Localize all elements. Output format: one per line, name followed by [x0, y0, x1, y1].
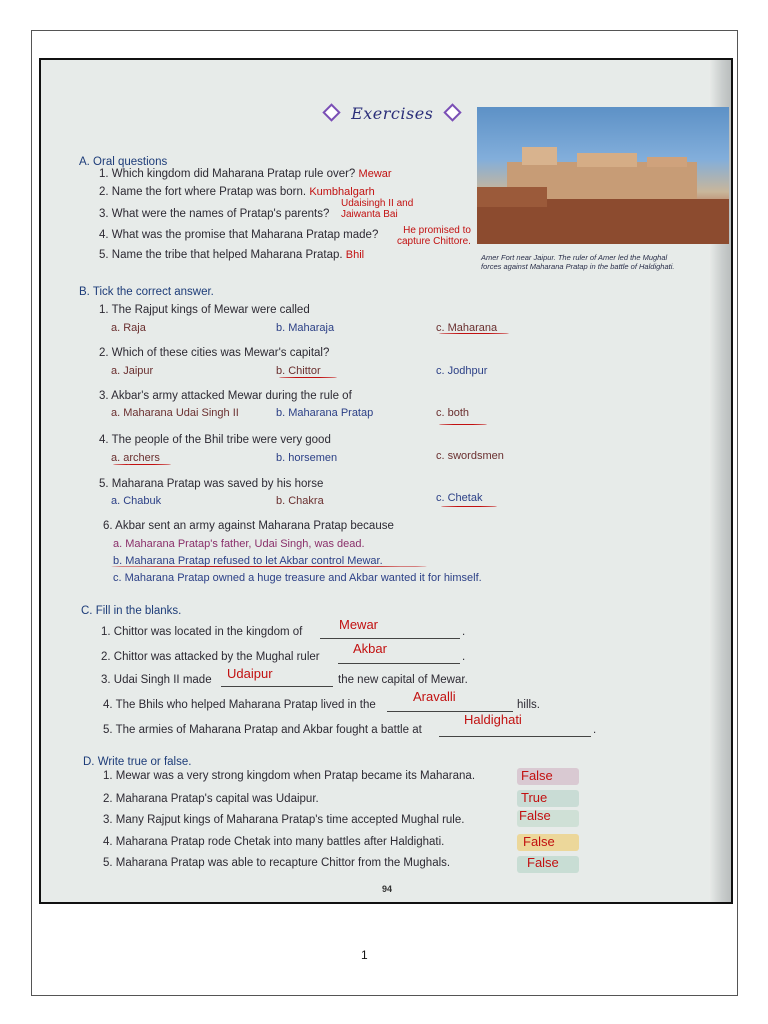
q4-option-a: a. archers [111, 452, 160, 464]
tf-answer-1: False [521, 768, 553, 783]
fill-post-5: . [593, 724, 597, 736]
answer-promise: He promised to capture Chittore. [397, 225, 471, 247]
fort-drawing [477, 107, 729, 244]
fill-post-1: . [462, 626, 466, 638]
tick-question-5: 5. Maharana Pratap was saved by his horse [99, 478, 324, 490]
fort-caption: Amer Fort near Jaipur. The ruler of Amer led the Mughal forces against Maharana Pratap in the battle of Haldighati. [481, 253, 675, 271]
tick-question-4: 4. The people of the Bhil tribe were very good [99, 434, 331, 446]
answer-mewar: Mewar [358, 168, 392, 180]
section-a-heading: A. Oral questions [79, 156, 168, 168]
answer-underline [279, 377, 337, 378]
oral-question-2: 2. Name the fort where Pratap was born. Kumbhalgarh [99, 186, 375, 198]
q5-option-c: c. Chetak [436, 492, 483, 504]
q1-option-b: b. Maharaja [276, 322, 335, 334]
fill-answer-5: Haldighati [464, 712, 522, 727]
q2-option-a: a. Jaipur [111, 365, 154, 377]
fill-question-1: 1. Chittor was located in the kingdom of [101, 626, 303, 638]
tf-question-2: 2. Maharana Pratap's capital was Udaipur. [103, 793, 319, 805]
q3-option-c: c. both [436, 407, 470, 419]
tf-answer-5: False [527, 855, 559, 870]
tf-answer-2: True [521, 790, 548, 805]
answer-underline [439, 424, 487, 425]
fill-answer-1: Mewar [339, 617, 379, 632]
tick-question-1: 1. The Rajput kings of Mewar were called [99, 304, 310, 316]
fill-blank-1 [320, 638, 460, 639]
tick-question-6: 6. Akbar sent an army against Maharana Pratap because [103, 520, 394, 532]
fill-question-5: 5. The armies of Maharana Pratap and Akbar fought a battle at [103, 724, 422, 736]
book-page-number: 94 [382, 884, 393, 894]
oral-question-1: 1. Which kingdom did Maharana Pratap rule over? Mewar [99, 168, 392, 180]
tf-question-3: 3. Many Rajput kings of Maharana Pratap's time accepted Mughal rule. [103, 814, 465, 826]
fill-question-4: 4. The Bhils who helped Maharana Pratap lived in the [103, 699, 376, 711]
q6-option-b: b. Maharana Pratap refused to let Akbar control Mewar. [113, 555, 383, 567]
answer-bhil: Bhil [345, 249, 365, 261]
answer-underline [113, 464, 171, 465]
oral-question-4: 4. What was the promise that Maharana Pratap made? [99, 229, 379, 241]
q6-option-a: a. Maharana Pratap's father, Udai Singh, was dead. [113, 538, 365, 550]
section-d-heading: D. Write true or false. [83, 756, 192, 768]
oral-question-5: 5. Name the tribe that helped Maharana Pratap. Bhil [99, 249, 365, 261]
oral-question-3: 3. What were the names of Pratap's parents? [99, 208, 330, 220]
answer-kumbhalgarh: Kumbhalgarh [309, 186, 375, 198]
q2-option-c: c. Jodhpur [436, 365, 488, 377]
q4-option-c: c. swordsmen [436, 450, 504, 462]
q1-option-c: c. Maharana [436, 322, 498, 334]
q4-option-b: b. horsemen [276, 452, 338, 464]
section-c-heading: C. Fill in the blanks. [81, 605, 182, 617]
fill-answer-2: Akbar [353, 641, 387, 656]
fill-answer-4: Aravalli [413, 689, 456, 704]
tf-answer-4: False [523, 834, 555, 849]
fill-question-2: 2. Chittor was attacked by the Mughal ruler [101, 651, 320, 663]
amer-fort-image [477, 107, 729, 244]
diamond-icon [322, 103, 340, 121]
diamond-icon [444, 103, 462, 121]
textbook-photo [39, 58, 733, 904]
answer-parents: Udaisingh II and Jaiwanta Bai [341, 198, 414, 220]
q2-option-b: b. Chittor [276, 365, 321, 377]
tf-question-1: 1. Mewar was a very strong kingdom when Pratap became its Maharana. [103, 770, 476, 782]
exercises-title: Exercises [325, 104, 459, 123]
tick-question-2: 2. Which of these cities was Mewar's capital? [99, 347, 330, 359]
answer-underline [439, 333, 509, 334]
fill-post-3: the new capital of Mewar. [338, 674, 468, 686]
tf-answer-3: False [519, 808, 551, 823]
q6-option-c: c. Maharana Pratap owned a huge treasure and Akbar wanted it for himself. [113, 572, 482, 584]
q5-option-b: b. Chakra [276, 495, 324, 507]
fill-blank-5 [439, 736, 591, 737]
sheet-page-number: 1 [361, 948, 368, 962]
answer-underline [441, 506, 497, 507]
q3-option-b: b. Maharana Pratap [276, 407, 374, 419]
fill-blank-3 [221, 686, 333, 687]
fill-blank-2 [338, 663, 460, 664]
fill-question-3: 3. Udai Singh II made [101, 674, 212, 686]
tick-question-3: 3. Akbar's army attacked Mewar during the rule of [99, 390, 352, 402]
fill-post-4: hills. [517, 699, 541, 711]
section-b-heading: B. Tick the correct answer. [79, 286, 214, 298]
q3-option-a: a. Maharana Udai Singh II [111, 407, 239, 419]
q1-option-a: a. Raja [111, 322, 146, 334]
fill-post-2: . [462, 651, 466, 663]
tf-question-5: 5. Maharana Pratap was able to recapture Chittor from the Mughals. [103, 857, 451, 869]
q5-option-a: a. Chabuk [111, 495, 162, 507]
fill-answer-3: Udaipur [227, 666, 273, 681]
tf-question-4: 4. Maharana Pratap rode Chetak into many battles after Haldighati. [103, 836, 445, 848]
